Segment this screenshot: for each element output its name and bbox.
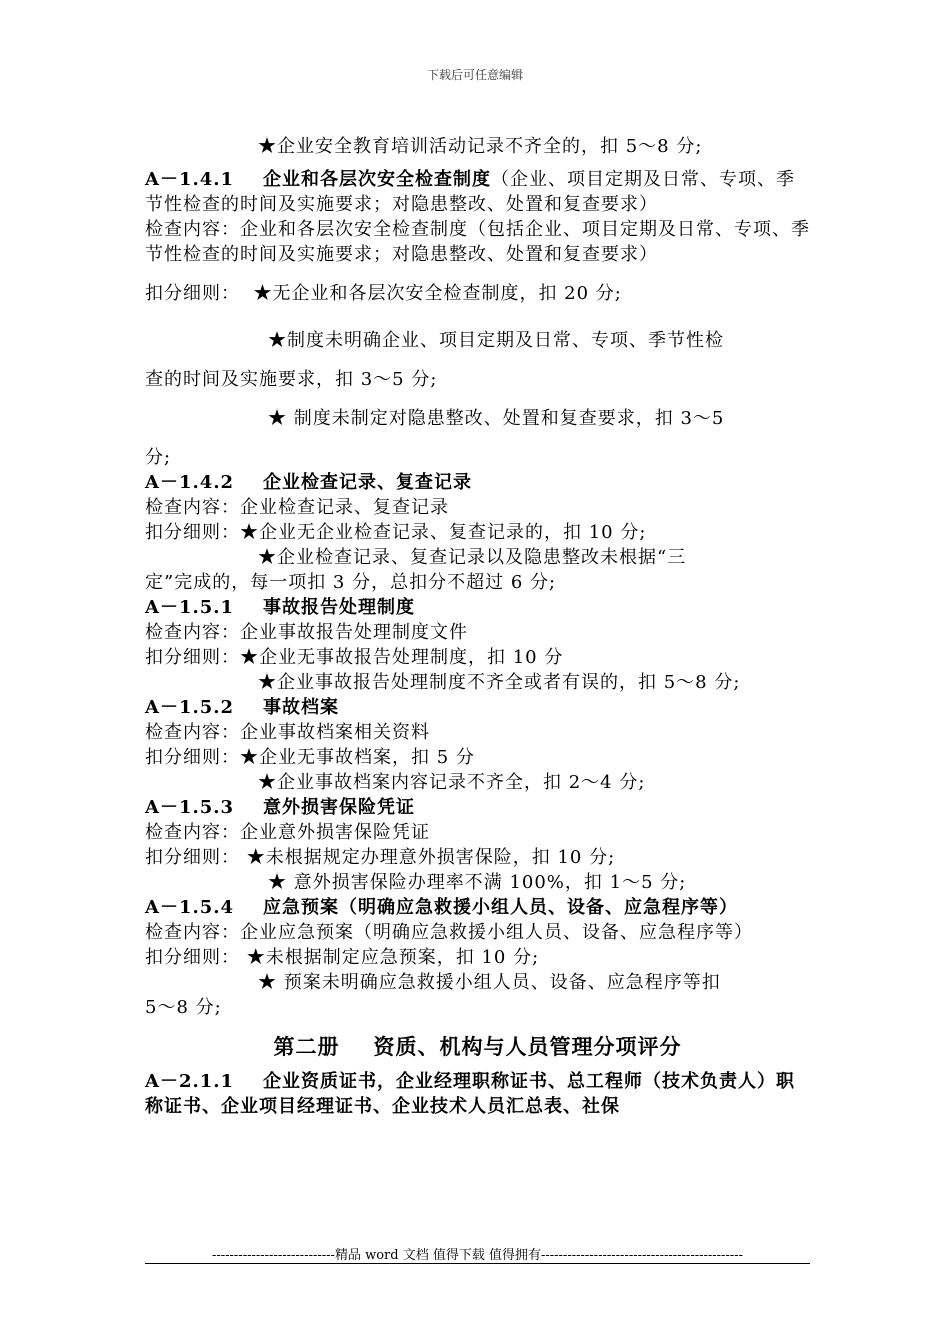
- a141-d3a: ★ 制度未制定对隐患整改、处置和复查要求，扣 3～5: [268, 408, 725, 429]
- a153-code: A－1.5.3: [145, 797, 235, 818]
- a154-code: A－1.5.4: [145, 897, 235, 918]
- a141-d3b: 分;: [145, 447, 172, 468]
- a154-d1: 扣分细则： ★未根据制定应急预案，扣 10 分;: [145, 947, 540, 968]
- a154-d2a: ★ 预案未明确应急救援小组人员、设备、应急程序等扣: [258, 972, 721, 993]
- document-body: [145, 134, 810, 1119]
- a142-check: 检查内容：企业检查记录、复查记录: [145, 497, 449, 518]
- a152-d2: ★企业事故档案内容记录不齐全，扣 2～4 分;: [258, 772, 646, 793]
- a154-title: 应急预案（明确应急救援小组人员、设备、应急程序等）: [263, 897, 738, 918]
- a151-code: A－1.5.1: [145, 597, 235, 618]
- section-two-number: 第二册: [273, 1034, 340, 1059]
- a141-d2a: ★制度未明确企业、项目定期及日常、专项、季节性检: [268, 330, 724, 351]
- a153-heading: [145, 795, 810, 820]
- a151-check: 检查内容：企业事故报告处理制度文件: [145, 622, 468, 643]
- a211-code: A－2.1.1: [145, 1071, 235, 1092]
- a141-d1: ★无企业和各层次安全检查制度，扣 20 分;: [253, 283, 622, 304]
- a152-check: 检查内容：企业事故档案相关资料: [145, 722, 430, 743]
- a141-title: 企业和各层次安全检查制度: [263, 169, 491, 190]
- section-two-heading: [145, 1034, 810, 1059]
- a141-d2b: 查的时间及实施要求，扣 3～5 分;: [145, 369, 438, 390]
- a142-d1: 扣分细则：★企业无企业检查记录、复查记录的，扣 10 分;: [145, 522, 647, 543]
- a151-d1: 扣分细则：★企业无事故报告处理制度，扣 10 分: [145, 647, 564, 668]
- a154-d2b: 5～8 分;: [145, 997, 222, 1018]
- a211-heading: [145, 1069, 810, 1119]
- a154-check: 检查内容：企业应急预案（明确应急救援小组人员、设备、应急程序等）: [145, 922, 753, 943]
- a152-code: A－1.5.2: [145, 697, 235, 718]
- deduct-label: 扣分细则：: [145, 283, 240, 304]
- a153-d2: ★ 意外损害保险办理率不满 100%，扣 1～5 分;: [268, 872, 687, 893]
- page-header: 下载后可任意编辑: [426, 68, 523, 82]
- a153-title: 意外损害保险凭证: [263, 797, 415, 818]
- a152-heading: [145, 695, 810, 720]
- a142-title: 企业检查记录、复查记录: [263, 472, 472, 493]
- a141-check: 检查内容：企业和各层次安全检查制度（包括企业、项目定期及日常、专项、季节性检查的时间及实施要求；对隐患整改、处置和复查要求）: [145, 219, 810, 265]
- a151-title: 事故报告处理制度: [263, 597, 415, 618]
- a142-heading: [145, 470, 810, 495]
- intro-star-item: ★企业安全教育培训活动记录不齐全的，扣 5～8 分;: [258, 136, 703, 157]
- page-footer: ----------------------------精品 word 文档 值得下载 值得拥有----------------------------------------------: [211, 1248, 744, 1263]
- a154-heading: [145, 895, 810, 920]
- a152-d1: 扣分细则：★企业无事故档案，扣 5 分: [145, 747, 475, 768]
- a211-title: 企业资质证书，企业经理职称证书、总工程师（技术负责人）职称证书、企业项目经理证书、企业技术人员汇总表、社保: [145, 1071, 795, 1117]
- a151-d2: ★企业事故报告处理制度不齐全或者有误的，扣 5～8 分;: [258, 672, 741, 693]
- section-two-title: 资质、机构与人员管理分项评分: [373, 1034, 682, 1059]
- a142-d2b: 定”完成的，每一项扣 3 分，总扣分不超过 6 分;: [145, 572, 557, 593]
- a152-title: 事故档案: [263, 697, 339, 718]
- footer-rule: [145, 1263, 810, 1264]
- a141-deduct-1: [145, 281, 810, 306]
- a141-heading: [145, 167, 810, 217]
- a141-code: A－1.4.1: [145, 169, 235, 190]
- a151-heading: [145, 595, 810, 620]
- a153-check: 检查内容：企业意外损害保险凭证: [145, 822, 430, 843]
- a153-d1: 扣分细则： ★未根据规定办理意外损害保险，扣 10 分;: [145, 847, 616, 868]
- a142-d2a: ★企业检查记录、复查记录以及隐患整改未根据“三: [258, 547, 687, 568]
- a142-code: A－1.4.2: [145, 472, 235, 493]
- a141-title-rest: （企业、项目定期及日常、专项、季节性检查的时间及实施要求；对隐患整改、处置和复查要求）: [145, 169, 795, 215]
